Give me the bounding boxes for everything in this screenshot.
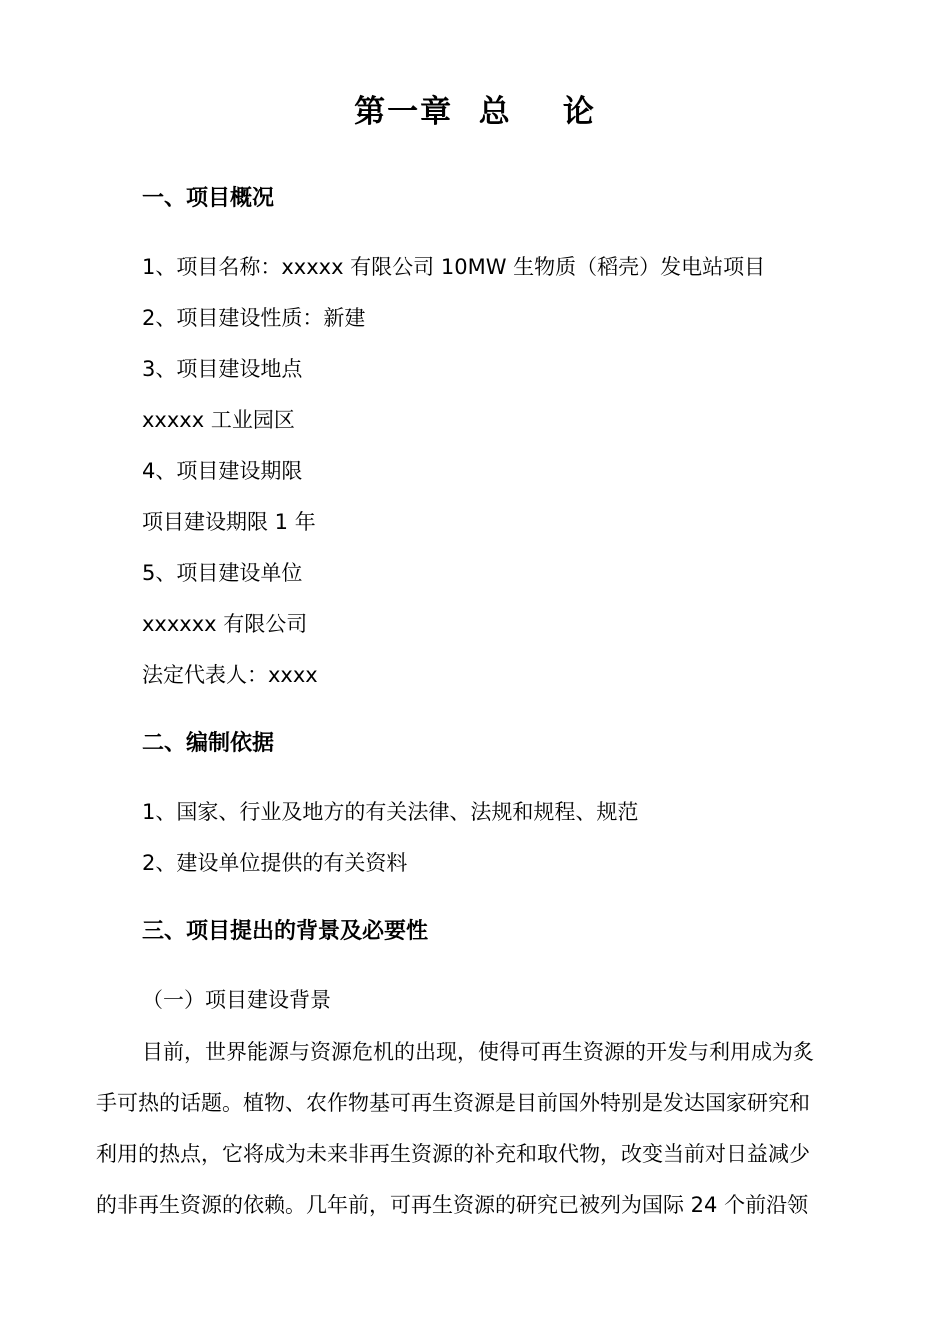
project-period-value: 项目建设期限 1 年 bbox=[142, 510, 316, 534]
paragraph-line-4: 的非再生资源的依赖。几年前，可再生资源的研究已被列为国际 24 个前沿领 bbox=[96, 1193, 809, 1217]
subheading-background: （一）项目建设背景 bbox=[142, 988, 331, 1012]
paragraph-line-2: 手可热的话题。植物、农作物基可再生资源是目前国外特别是发达国家研究和 bbox=[96, 1091, 810, 1115]
project-unit-value: xxxxxx 有限公司 bbox=[142, 612, 308, 636]
project-unit-label: 5、项目建设单位 bbox=[142, 561, 303, 585]
chapter-title: 第一章 总 论 bbox=[354, 94, 596, 130]
paragraph-line-1: 目前，世界能源与资源危机的出现，使得可再生资源的开发与利用成为炙 bbox=[142, 1040, 814, 1064]
project-location-label: 3、项目建设地点 bbox=[142, 357, 303, 381]
legal-representative-line: 法定代表人：xxxx bbox=[142, 663, 318, 687]
section-heading-overview: 一、项目概况 bbox=[142, 186, 275, 211]
section-heading-basis: 二、编制依据 bbox=[142, 731, 275, 756]
project-name-line: 1、项目名称：xxxxx 有限公司 10MW 生物质（稻壳）发电站项目 bbox=[142, 255, 766, 279]
paragraph-line-3: 利用的热点，它将成为未来非再生资源的补充和取代物，改变当前对日益减少 bbox=[96, 1142, 810, 1166]
basis-item-1: 1、国家、行业及地方的有关法律、法规和规程、规范 bbox=[142, 800, 639, 824]
project-period-label: 4、项目建设期限 bbox=[142, 459, 303, 483]
project-location-value: xxxxx 工业园区 bbox=[142, 408, 295, 432]
section-heading-background: 三、项目提出的背景及必要性 bbox=[142, 919, 429, 944]
basis-item-2: 2、建设单位提供的有关资料 bbox=[142, 851, 408, 875]
project-nature-line: 2、项目建设性质：新建 bbox=[142, 306, 366, 330]
